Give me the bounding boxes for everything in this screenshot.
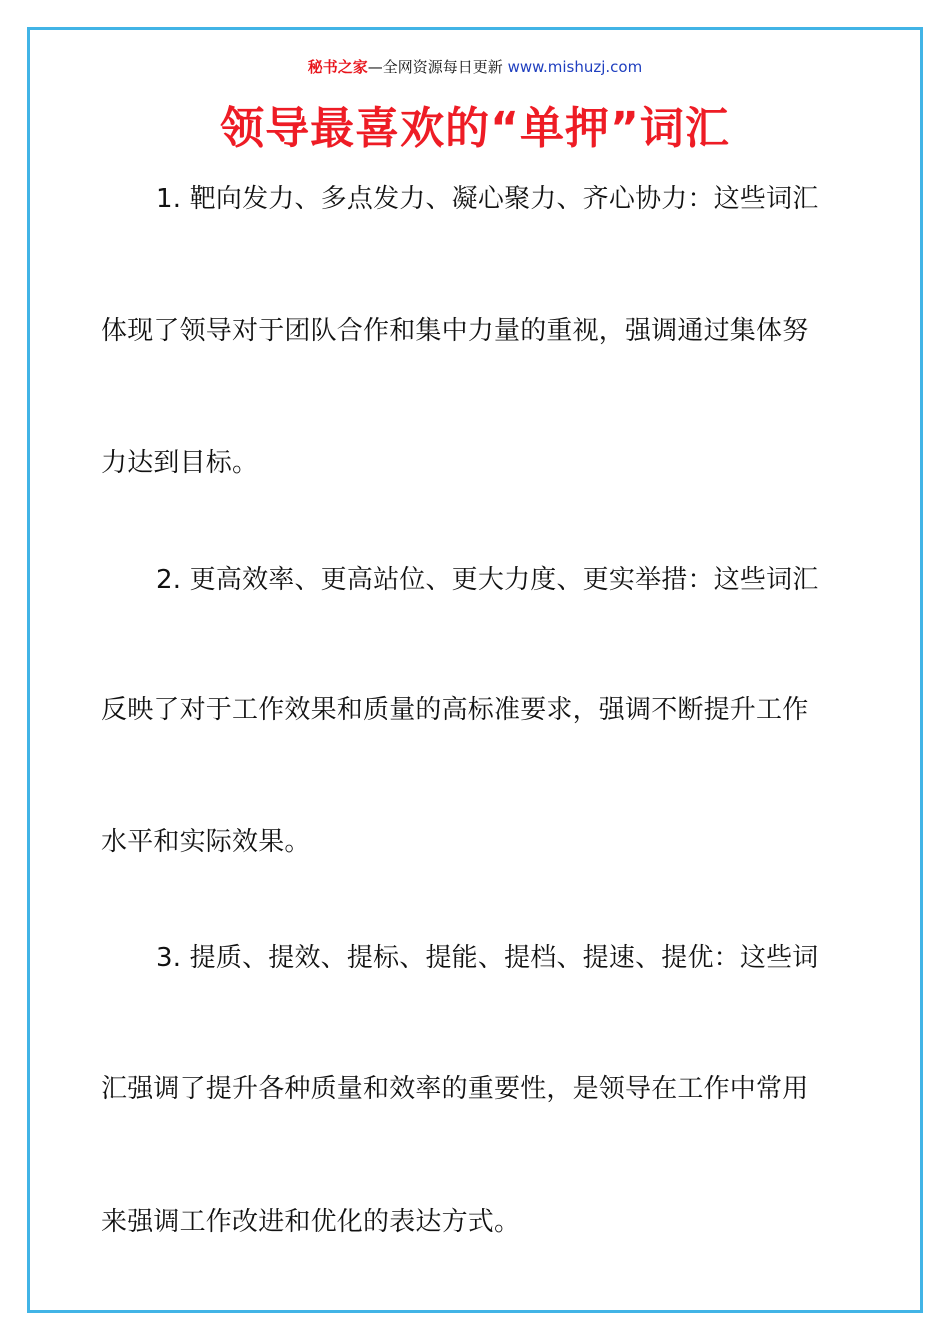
site-url-link[interactable]: www.mishuzj.com bbox=[507, 58, 643, 76]
paragraph-2-line-1: 2. 更高效率、更高站位、更大力度、更实举措：这些词汇 bbox=[156, 565, 819, 595]
paragraph-3-line-3: 来强调工作改进和优化的表达方式。 bbox=[101, 1207, 521, 1237]
paragraph-1-line-1: 1. 靶向发力、多点发力、凝心聚力、齐心协力：这些词汇 bbox=[156, 184, 819, 214]
paragraph-3-line-2: 汇强调了提升各种质量和效率的重要性，是领导在工作中常用 bbox=[101, 1074, 809, 1104]
page-border bbox=[27, 27, 923, 1313]
paragraph-1-line-2: 体现了领导对于团队合作和集中力量的重视，强调通过集体努 bbox=[101, 316, 809, 346]
paragraph-3-line-1: 3. 提质、提效、提标、提能、提档、提速、提优：这些词 bbox=[156, 943, 819, 973]
site-header bbox=[0, 56, 950, 78]
paragraph-1-line-3: 力达到目标。 bbox=[101, 448, 259, 478]
paragraph-2-line-3: 水平和实际效果。 bbox=[101, 827, 311, 857]
site-tagline: —全网资源每日更新 bbox=[367, 58, 508, 76]
paragraph-2-line-2: 反映了对于工作效果和质量的高标准要求，强调不断提升工作 bbox=[101, 695, 809, 725]
document-title: 领导最喜欢的“单押”词汇 bbox=[220, 103, 730, 154]
site-name: 秘书之家 bbox=[307, 58, 368, 76]
